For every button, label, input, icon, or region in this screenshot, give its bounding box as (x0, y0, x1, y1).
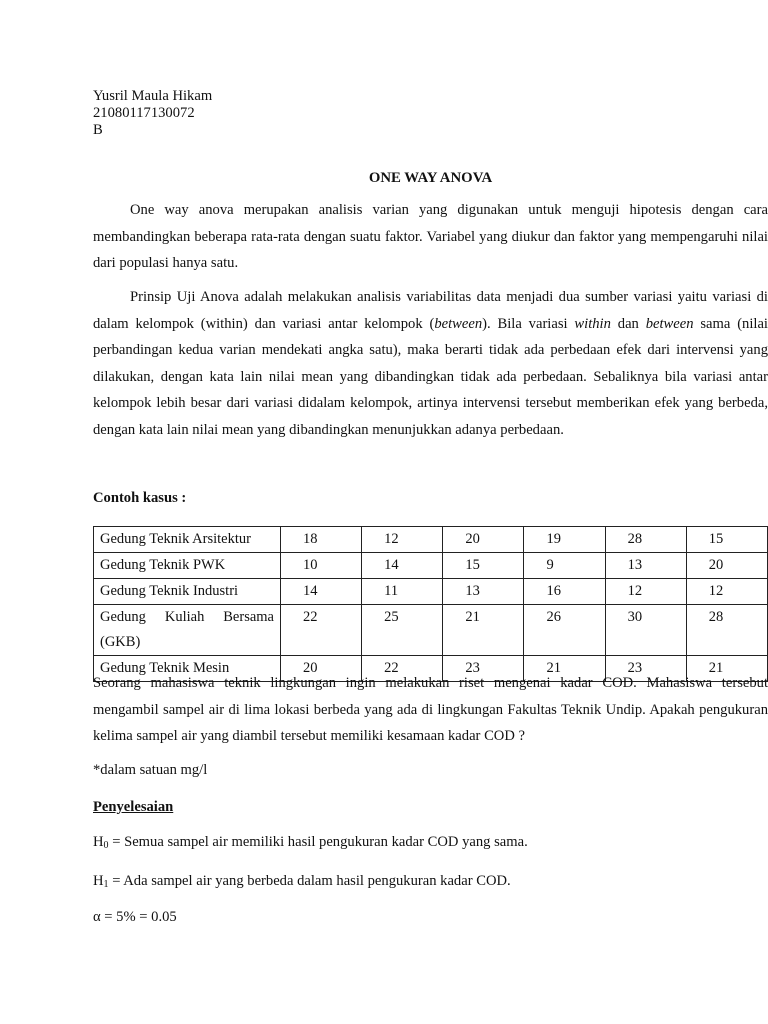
value-cell: 11 (362, 579, 443, 605)
solution-heading: Penyelesaian (93, 799, 174, 815)
paragraph-principle-part4: sama (nilai perbandingan kedua varian mendekati angka satu), maka berarti tidak ada perbedaan efek dari intervensi yang dilakukan, dengan kata lain nilai mean yang dibandingkan tidak ada perbedaan. Sebaliknya bila variasi antar kelompok lebih besar dari variasi didalam kelompok, artinya intervensi tersebut memberikan efek yang berbeda, dengan kata lain nilai mean yang dibandingkan menunjukkan adanya perbedaan. (93, 315, 768, 438)
value-cell: 15 (443, 553, 524, 579)
value-cell: 14 (362, 553, 443, 579)
table-row (94, 605, 768, 656)
italic-between-2: between (645, 315, 694, 332)
value-cell: 19 (524, 527, 605, 553)
cod-data-table (93, 526, 768, 682)
value-cell: 13 (443, 579, 524, 605)
italic-within: within (574, 315, 611, 332)
table-row (94, 527, 768, 553)
paragraph-intro: One way anova merupakan analisis varian yang digunakan untuk menguji hipotesis dengan cara membandingkan beberapa rata-rata dengan suatu faktor. Variabel yang diukur dan faktor yang mempengaruhi nilai dari populasi hanya satu. (93, 202, 768, 271)
value-cell: 22 (362, 656, 443, 682)
value-cell: 12 (362, 527, 443, 553)
value-cell: 21 (443, 605, 524, 656)
h0-subscript: 0 (103, 840, 109, 851)
value-cell: 20 (281, 656, 362, 682)
case-description: Seorang mahasiswa teknik lingkungan ingin melakukan riset mengenai kadar COD. Mahasiswa tersebut mengambil sampel air di lima lokasi berbeda yang ada di lingkungan Fakultas Teknik Undip. Apakah pengukuran kelima sampel air yang diambil tersebut memiliki kesamaan kadar COD ? (93, 675, 768, 744)
case-heading: Contoh kasus : (93, 490, 187, 506)
author-class: B (93, 122, 103, 138)
value-cell: 15 (686, 527, 767, 553)
h1-text: = Ada sampel air yang berbeda dalam hasil pengukuran kadar COD. (108, 873, 511, 889)
h1-symbol: H (93, 873, 104, 889)
location-name-cell: Gedung Kuliah Bersama (GKB) (94, 605, 281, 656)
value-cell: 22 (281, 605, 362, 656)
value-cell: 10 (281, 553, 362, 579)
value-cell: 25 (362, 605, 443, 656)
value-cell: 20 (686, 553, 767, 579)
location-name-cell: Gedung Teknik Mesin (94, 656, 281, 682)
value-cell: 20 (443, 527, 524, 553)
author-id: 21080117130072 (93, 105, 195, 121)
value-cell: 12 (686, 579, 767, 605)
h1-subscript: 1 (103, 879, 109, 890)
value-cell: 18 (281, 527, 362, 553)
value-cell: 14 (281, 579, 362, 605)
italic-between-1: between (434, 315, 483, 332)
value-cell: 21 (686, 656, 767, 682)
value-cell: 28 (686, 605, 767, 656)
value-cell: 16 (524, 579, 605, 605)
author-name: Yusril Maula Hikam (93, 88, 213, 104)
paragraph-principle-part3: dan (610, 315, 646, 332)
location-name-cell: Gedung Teknik Industri (94, 579, 281, 605)
alpha-level: α = 5% = 0.05 (93, 909, 177, 925)
paragraph-principle-part1: Prinsip Uji Anova adalah melakukan analisis variabilitas data menjadi dua sumber variasi yaitu variasi di dalam kelompok (within) dan variasi antar kelompok ( (93, 289, 768, 332)
h0-symbol: H (93, 834, 104, 850)
unit-note: *dalam satuan mg/l (93, 762, 208, 778)
null-hypothesis (93, 834, 528, 851)
author-block (93, 88, 212, 139)
h0-text: = Semua sampel air memiliki hasil pengukuran kadar COD yang sama. (108, 834, 528, 850)
document-title: ONE WAY ANOVA (368, 170, 493, 186)
value-cell: 23 (605, 656, 686, 682)
table-row (94, 579, 768, 605)
table-body (94, 527, 768, 682)
value-cell: 26 (524, 605, 605, 656)
value-cell: 12 (605, 579, 686, 605)
value-cell: 13 (605, 553, 686, 579)
location-name-cell: Gedung Teknik Arsitektur (94, 527, 281, 553)
paragraph-principle-part2: ). Bila variasi (482, 315, 575, 332)
paragraph-principle (93, 284, 768, 443)
location-name-cell: Gedung Teknik PWK (94, 553, 281, 579)
value-cell: 30 (605, 605, 686, 656)
value-cell: 28 (605, 527, 686, 553)
value-cell: 23 (443, 656, 524, 682)
value-cell: 21 (524, 656, 605, 682)
alternative-hypothesis (93, 873, 511, 890)
value-cell: 9 (524, 553, 605, 579)
table-row (94, 553, 768, 579)
